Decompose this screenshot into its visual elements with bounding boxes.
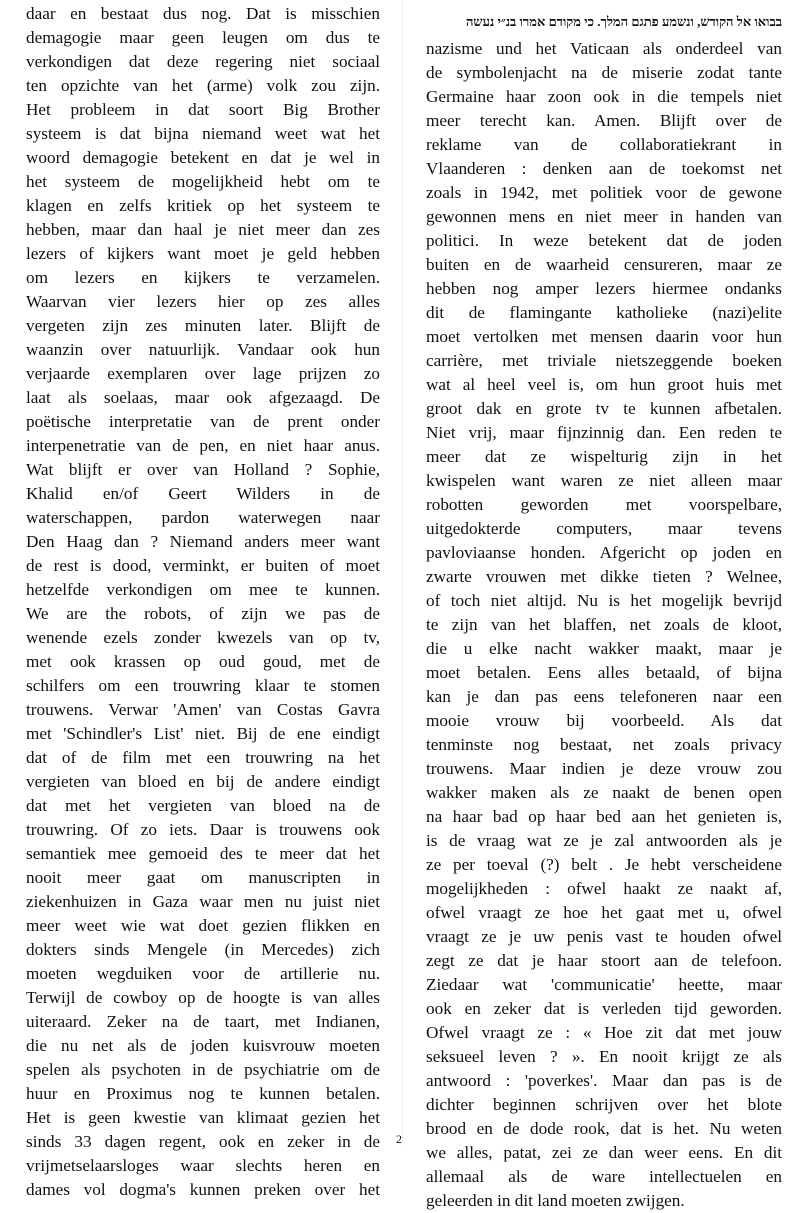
text-line: die u elke nacht wakker maakt, maar je [426,639,782,658]
text-line: semantiek mee gemoeid des te meer dat het [26,844,380,863]
text-line: Wat blijft er over van Holland ? Sophie, [26,460,380,479]
text-line: demagogie maar geen leugen om dus te [26,28,380,47]
text-line: We are the robots, of zijn we pas de [26,604,380,623]
text-line: ze per toeval (?) belt . Je hebt verscheidene [426,855,782,874]
text-line: pavloviaanse honden. Afgericht op joden en [426,543,782,562]
text-line: Ofwel vraagt ze : « Hoe zit dat met jouw [426,1023,782,1042]
text-line: kan je dan pas eens telefoneren naar een [426,687,782,706]
text-line: te zijn van het blaffen, net zoals de kloot, [426,615,782,634]
text-line: vrijmetselaarsloges waar slechts heren en [26,1156,380,1175]
hebrew-header-text: בבואו אל הקודש, ונשמע פתגם המלך. כי מקודם אמרו בנ״י נעשה [465,14,782,29]
text-line: Ziedaar wat 'communicatie' heette, maar [426,975,782,994]
text-line: wat al heel veel is, om hun groot huis met [426,375,782,394]
text-line: mogelijkheden : ofwel haakt ze naakt af, [426,879,782,898]
text-line: Den Haag dan ? Niemand anders meer want [26,532,380,551]
right-text-column [426,37,782,1213]
text-line: zoals in 1942, met politiek voor de gewone [426,183,782,202]
text-line: meer weet wie wat doet gezien flikken en [26,916,380,935]
text-line: we alles, patat, zei ze dan weer eens. En dit [426,1143,782,1162]
text-line: de symbolenjacht na de miserie zodat tante [426,63,782,82]
text-line: gewonnen mens en niet meer in handen van [426,207,782,226]
text-line: brood en de dode rook, dat is het. Nu weten [426,1119,782,1138]
text-line: woord demagogie betekent en dat je wel in [26,148,380,167]
text-line: de rest is dood, verminkt, er buiten of moet [26,556,380,575]
text-line: Vlaanderen : denken aan de toekomst net [426,159,782,178]
text-line: dokters sinds Mengele (in Mercedes) zich [26,940,380,959]
text-line: daar en bestaat dus nog. Dat is misschien [26,4,380,23]
text-line: hebben nog amper lezers hiermee ondanks [426,279,782,298]
text-line: ziekenhuizen in Gaza waar men nu juist niet [26,892,380,911]
text-line: huur en Proximus nog te kunnen betalen. [26,1084,380,1103]
text-line: reklame van de collaboratiekrant in [426,135,782,154]
text-line: systeem is dat bijna niemand weet wat het [26,124,380,143]
text-line: seksueel leven ? ». En nooit krijgt ze als [426,1047,782,1066]
page-number: 2 [396,1132,402,1146]
text-line: laat als soelaas, maar ook afgezaagd. De [26,388,380,407]
text-line: Het is geen kwestie van klimaat gezien het [26,1108,380,1127]
text-line: spelen als psychoten in de psychiatrie om de [26,1060,380,1079]
text-line: interpenetratie van de pen, en niet haar anus. [26,436,380,455]
text-line: allemaal als de ware intellectuelen en [426,1167,782,1186]
text-line: is de vraag wat ze je zal antwoorden als je [426,831,782,850]
text-line: Khalid en/of Geert Wilders in de [26,484,380,503]
text-line: buiten en de waarheid censureren, maar ze [426,255,782,274]
text-line: lezers of kijkers want moet je geld hebben [26,244,380,263]
text-line: meer terecht kan. Amen. Blijft over de [426,111,782,130]
text-line: dat of de film met een trouwring na het [26,748,380,767]
text-line: dames vol dogma's kunnen preken over het [26,1180,380,1199]
text-line: antwoord : 'poverkes'. Maar dan pas is de [426,1071,782,1090]
text-line: zegt ze dat je haar stoort aan de telefoon. [426,951,782,970]
text-line: nooit meer gaat om manuscripten in [26,868,380,887]
text-line: carrière, met triviale nietszeggende boeken [426,351,782,370]
text-line: dit de flamingante katholieke (nazi)elite [426,303,782,322]
text-line: sinds 33 dagen regent, ook en zeker in de [26,1132,380,1151]
text-line: klagen en zelfs kritiek op het systeem te [26,196,380,215]
text-line: trouwens. Maar indien je deze vrouw zou [426,759,782,778]
text-line: na haar bad op haar bed aan het genieten is, [426,807,782,826]
text-line: trouwring. Of zo iets. Daar is trouwens ook [26,820,380,839]
text-line: wenende ezels zonder kwezels van op tv, [26,628,380,647]
text-line: geleerden in dit land moeten zwijgen. [426,1191,685,1210]
text-line: poëtische interpretatie van de prent onder [26,412,380,431]
text-line: vergeten zijn zes minuten later. Blijft de [26,316,380,335]
text-line: politici. In weze betekent dat de joden [426,231,782,250]
text-line: groot dak en grote tv te kunnen afbetalen. [426,399,782,418]
text-line: het systeem de mogelijkheid hebt om te [26,172,380,191]
text-line: trouwens. Verwar 'Amen' van Costas Gavra [26,700,380,719]
text-line: verjaarde exemplaren over lage prijzen zo [26,364,380,383]
text-line: uitgedokterde computers, maar tevens [426,519,782,538]
text-line: hetzelfde verkondigen om mee te kunnen. [26,580,380,599]
text-line: dichter beginnen schrijven over het blote [426,1095,782,1114]
text-line: uiteraard. Zeker na de taart, met Indianen, [26,1012,380,1031]
text-line: waterschappen, pardon waterwegen naar [26,508,380,527]
text-line: met 'Schindler's List' niet. Bij de ene eindigt [26,724,380,743]
text-line: moet betalen. Eens alles betaald, of bijna [426,663,782,682]
text-line: om lezers en kijkers te verzamelen. [26,268,380,287]
text-line: hebben, maar dan haal je niet meer dan zes [26,220,380,239]
column-divider [402,0,403,1146]
text-line: verkondigen dat deze regering niet sociaal [26,52,380,71]
text-line: mooie vrouw bij voorbeeld. Als dat [426,711,782,730]
text-line: Waarvan vier lezers hier op zes alles [26,292,380,311]
text-line: robotten geworden met voorspelbare, [426,495,782,514]
text-line: Niet vrij, maar fijnzinnig dan. Een reden te [426,423,782,442]
text-line: ook en zeker dat is verleden tijd geworden. [426,999,782,1018]
text-line: Het probleem in dat soort Big Brother [26,100,380,119]
text-line: ten opzichte van het (arme) volk zou zijn. [26,76,380,95]
text-line: vergieten van bloed en bij de andere eindigt [26,772,380,791]
text-line: meer dat ze wispelturig zijn in het [426,447,782,466]
text-line: ofwel vraagt ze hoe het gaat met u, ofwel [426,903,782,922]
text-line: kwispelen want waren ze niet alleen maar [426,471,782,490]
text-line: dat met het vergieten van bloed na de [26,796,380,815]
text-line: waanzin over natuurlijk. Vandaar ook hun [26,340,380,359]
text-line: moet vertolken met mensen daarin voor hun [426,327,782,346]
text-line: Germaine haar zoon ook in die tempels niet [426,87,782,106]
text-line: nazisme und het Vaticaan als onderdeel van [426,39,782,58]
text-line: met ook krassen op oud goud, met de [26,652,380,671]
text-line: Terwijl de cowboy op de hoogte is van alles [26,988,380,1007]
left-text-column [26,2,380,1202]
text-line: vraagt ze je uw penis vast te houden ofwel [426,927,782,946]
text-line: zwarte vrouwen met dikke tieten ? Welnee, [426,567,782,586]
text-line: wakker maken als ze naakt de benen open [426,783,782,802]
text-line: of toch niet altijd. Nu is het mogelijk bevrijd [426,591,782,610]
text-line: die nu net als de joden kuisvrouw moeten [26,1036,380,1055]
text-line: moeten wegduiken voor de artillerie nu. [26,964,380,983]
text-line: tenminste nog bestaat, net zoals privacy [426,735,782,754]
text-line: schilfers om een trouwring klaar te stomen [26,676,380,695]
